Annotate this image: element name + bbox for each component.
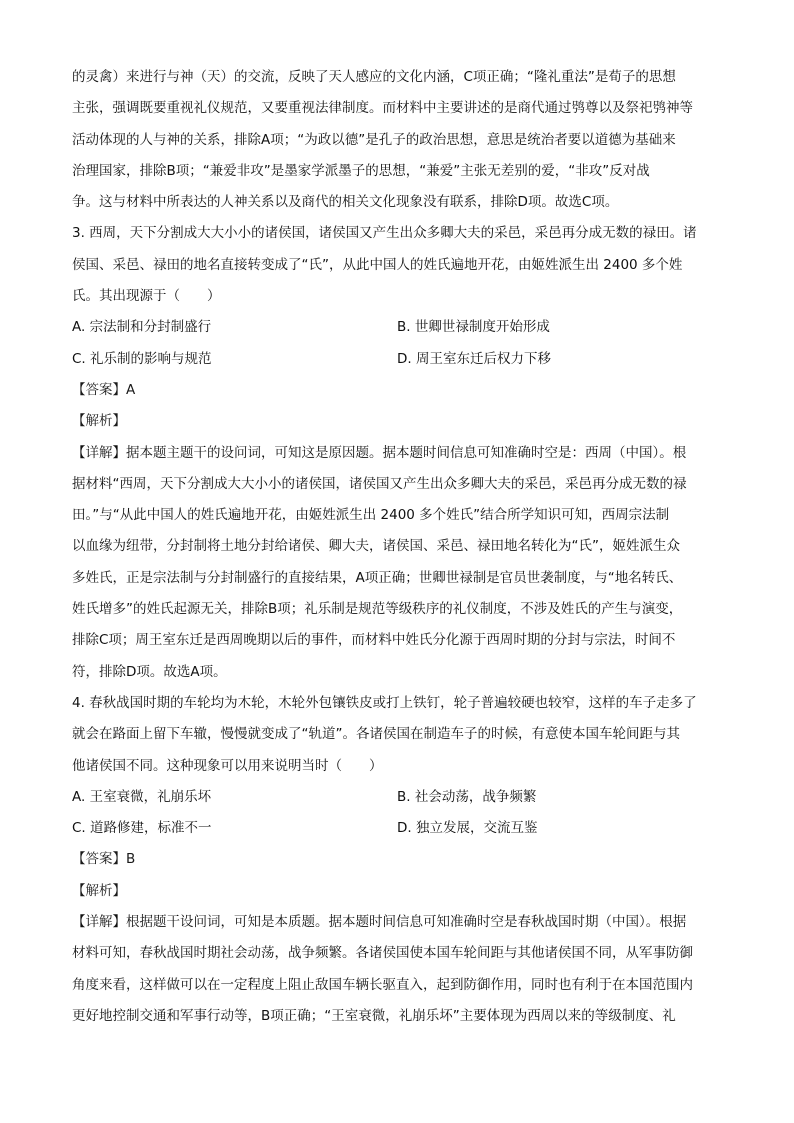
option-d: D. 周王室东迁后权力下移 bbox=[397, 350, 551, 367]
option-a: A. 宗法制和分封制盛行 bbox=[72, 319, 212, 336]
answer-label: 【答案】A bbox=[72, 381, 136, 398]
detail-line: 据材料“西周，天下分割成大大小小的诸侯国，诸侯国又产生出众多卿大夫的采邑，采邑再分成无数的禄 bbox=[72, 475, 687, 492]
text-line: 争。这与材料中所表达的人神关系以及商代的相关文化现象没有联系，排除D项。故选C项。 bbox=[72, 194, 619, 211]
detail-line: 排除C项；周王室东迁是西周晚期以后的事件，而材料中姓氏分化源于西周时期的分封与宗法，时间不 bbox=[72, 632, 676, 649]
option-a: A. 王室衰微，礼崩乐坏 bbox=[72, 788, 212, 805]
text-line: 的灵禽）来进行与神（天）的交流，反映了天人感应的文化内涵，C项正确；“隆礼重法”是荀子的思想 bbox=[72, 69, 676, 85]
question-stem-line: 氏。其出现源于（ ） bbox=[72, 288, 221, 305]
detail-line: 多姓氏，正是宗法制与分封制盛行的直接结果，A项正确；世卿世禄制是官员世袭制度，与“地名转氏、 bbox=[72, 569, 683, 586]
options-row bbox=[72, 344, 722, 375]
options-row bbox=[72, 782, 722, 813]
analysis-label: 【解析】 bbox=[72, 882, 126, 899]
detail-line: 材料可知，春秋战国时期社会动荡，战争频繁。各诸侯国使本国车轮间距与其他诸侯国不同，从军事防御 bbox=[72, 945, 693, 962]
detail-line: 以血缘为纽带，分封制将土地分封给诸侯、卿大夫，诸侯国、采邑、禄田地名转化为“氏”，姬姓派生众 bbox=[72, 538, 680, 555]
detail-line: 田。”与“从此中国人的姓氏遍地开花，由姬姓派生出 2400 多个姓氏”结合所学知识可知，西周宗法制 bbox=[72, 507, 670, 524]
question-stem-line: 3. 西周，天下分割成大大小小的诸侯国，诸侯国又产生出众多卿大夫的采邑，采邑再分成无数的禄田。诸 bbox=[72, 225, 697, 242]
text-line: 治理国家，排除B项；“兼爱非攻”是墨家学派墨子的思想，“兼爱”主张无差别的爱，“非攻”反对战 bbox=[72, 162, 650, 179]
text-line: 活动体现的人与神的关系，排除A项；“为政以德”是孔子的政治思想，意思是统治者要以道德为基础来 bbox=[72, 131, 676, 148]
options-row bbox=[72, 312, 722, 343]
detail-line: 【详解】据本题主题干的设问词，可知这是原因题。据本题时间信息可知准确时空是：西周（中国）。根 bbox=[72, 444, 687, 461]
detail-line: 姓氏增多”的姓氏起源无关，排除B项；礼乐制是规范等级秩序的礼仪制度，不涉及姓氏的产生与演变， bbox=[72, 601, 683, 618]
option-c: C. 礼乐制的影响与规范 bbox=[72, 350, 212, 367]
analysis-label: 【解析】 bbox=[72, 413, 126, 430]
detail-line: 【详解】根据题干设问词，可知是本质题。据本题时间信息可知准确时空是春秋战国时期（中国）。根据 bbox=[72, 914, 687, 931]
text-line: 主张，强调既要重视礼仪规范，又要重视法律制度。而材料中主要讲述的是商代通过鸮尊以及祭祀鸮神等 bbox=[72, 100, 693, 117]
option-b: B. 世卿世禄制度开始形成 bbox=[397, 319, 550, 336]
question-stem-line: 就会在路面上留下车辙，慢慢就变成了“轨道”。各诸侯国在制造车子的时候，有意使本国车轮间距与其 bbox=[72, 726, 680, 743]
detail-line: 角度来看，这样做可以在一定程度上阻止敌国车辆长驱直入，起到防御作用，同时也有利于在本国范围内 bbox=[72, 976, 693, 993]
option-b: B. 社会动荡，战争频繁 bbox=[397, 788, 537, 805]
document-page bbox=[72, 62, 722, 1032]
option-d: D. 独立发展，交流互鉴 bbox=[397, 820, 538, 837]
question-stem-line: 4. 春秋战国时期的车轮均为木轮，木轮外包镶铁皮或打上铁钉，轮子普遍较硬也较窄，这样的车子走多了 bbox=[72, 694, 697, 711]
options-row bbox=[72, 813, 722, 844]
detail-line: 更好地控制交通和军事行动等，B项正确；“王室衰微，礼崩乐坏”主要体现为西周以来的等级制度、礼 bbox=[72, 1007, 676, 1024]
detail-line: 符，排除D项。故选A项。 bbox=[72, 663, 227, 680]
question-4 bbox=[72, 688, 722, 1032]
previous-explanation bbox=[72, 62, 722, 218]
question-stem-line: 他诸侯国不同。这种现象可以用来说明当时（ ） bbox=[72, 757, 383, 774]
answer-label: 【答案】B bbox=[72, 851, 136, 868]
question-stem-line: 侯国、采邑、禄田的地名直接转变成了“氏”，从此中国人的姓氏遍地开花，由姬姓派生出 2400 多个姓 bbox=[72, 256, 683, 273]
option-c: C. 道路修建，标准不一 bbox=[72, 820, 212, 837]
question-3 bbox=[72, 218, 722, 687]
